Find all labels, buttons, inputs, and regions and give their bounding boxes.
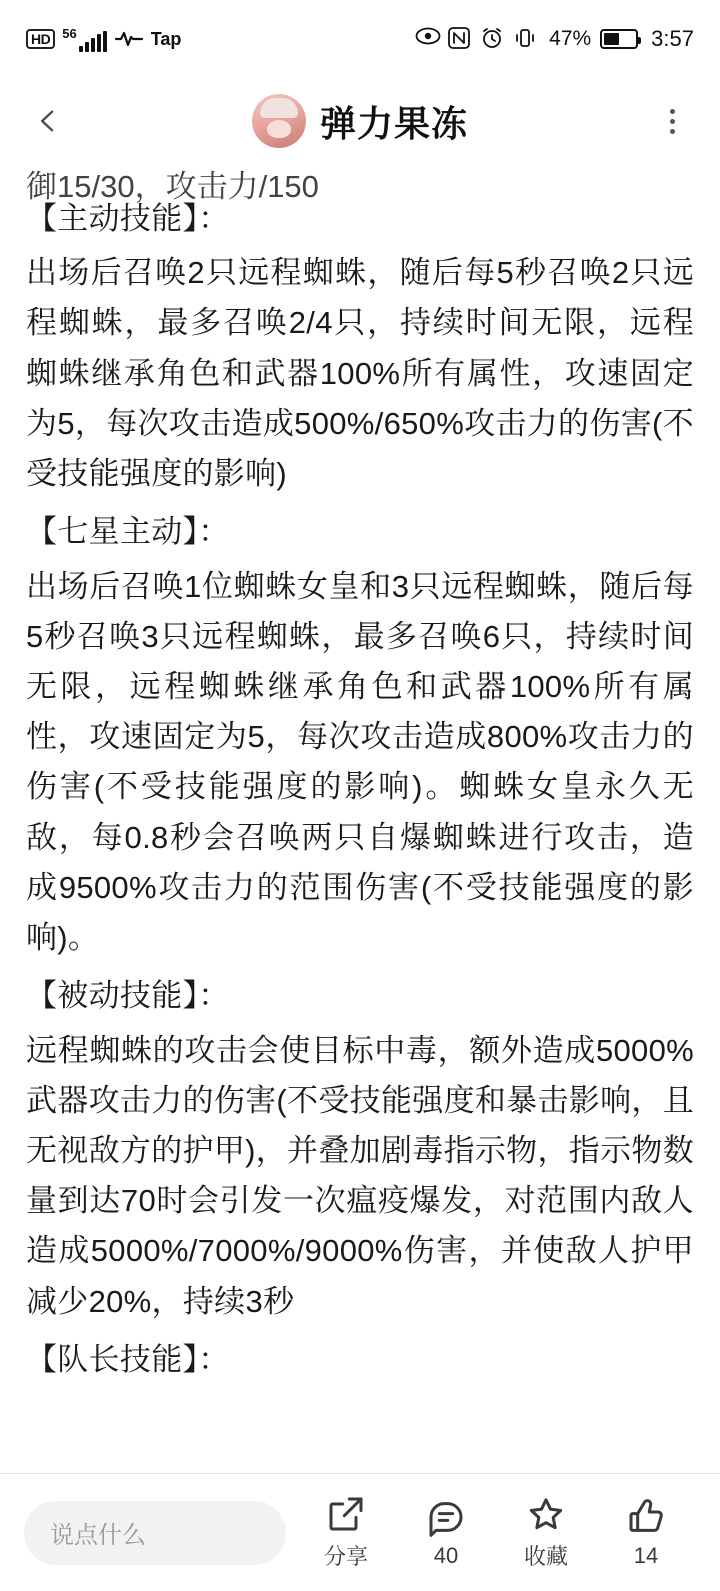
- status-bar-left: [26, 27, 181, 52]
- like-action[interactable]: [605, 1497, 687, 1569]
- more-options-button[interactable]: [648, 97, 696, 145]
- comment-icon: [426, 1497, 466, 1537]
- clipped-top-line: 御15/30，攻击力/150: [26, 169, 319, 204]
- battery-percent-label: 47%: [549, 27, 592, 50]
- favorite-label: 收藏: [523, 1544, 568, 1569]
- like-count-label: 14: [633, 1542, 659, 1568]
- signal-strength-icon: [62, 27, 106, 52]
- comment-action[interactable]: [405, 1497, 487, 1569]
- carrier-app-label: Tap: [150, 28, 182, 49]
- paragraph-passive-skill: 远程蜘蛛的攻击会使目标中毒，额外造成5000%武器攻击力的伤害(不受技能强度和暴击影响，且无视敌方的护甲)，并叠加剧毒指示物，指示物数量到达70时会引发一次瘟疫爆发，对范围内敌人造成5000%/7000%/9000%伤害，并使敌人护甲减少20%，持续3秒: [26, 1032, 694, 1319]
- more-vertical-icon: [670, 109, 675, 114]
- app-bar: [0, 78, 720, 164]
- action-buttons: [296, 1494, 696, 1571]
- thumbs-up-icon: [626, 1497, 666, 1537]
- back-chevron-icon: [34, 107, 62, 135]
- bottom-action-bar: [0, 1473, 720, 1591]
- paragraph-active-skill: 出场后召唤2只远程蜘蛛，随后每5秒召唤2只远程蜘蛛，最多召唤2/4只，持续时间无限，远程蜘蛛继承角色和武器100%所有属性，攻速固定为5，每次攻击造成500%/650%攻击力的伤害(不受技能强度的影响): [26, 255, 694, 492]
- page-title: 弹力果冻: [319, 102, 468, 144]
- title-area[interactable]: [72, 94, 648, 148]
- avatar: [252, 94, 306, 148]
- heartbeat-icon: [114, 28, 144, 50]
- article-content[interactable]: [0, 164, 720, 1473]
- battery-icon: [600, 29, 638, 49]
- share-action[interactable]: [305, 1494, 387, 1571]
- back-button[interactable]: [24, 97, 72, 145]
- network-type-label: 56: [62, 25, 77, 41]
- status-bar-right: [415, 26, 694, 52]
- comment-input[interactable]: 说点什么: [24, 1501, 286, 1565]
- heading-captain-skill: 【队长技能】：: [26, 1341, 230, 1377]
- clock-label: 3:57: [651, 26, 694, 51]
- vibrate-icon: [514, 27, 538, 51]
- heading-active-skill: 【主动技能】：: [26, 201, 230, 236]
- paragraph-seven-star-active: 出场后召唤1位蜘蛛女皇和3只远程蜘蛛，随后每5秒召唤3只远程蜘蛛，最多召唤6只，持续时间无限，远程蜘蛛继承角色和武器100%所有属性，攻速固定为5，每次攻击造成800%攻击力的伤害(不受技能强度的影响)。蜘蛛女皇永久无敌，每0.8秒会召唤两只自爆蜘蛛进行攻击，造成9500%攻击力的范围伤害(不受技能强度的影响)。: [26, 568, 694, 956]
- hd-badge: HD: [26, 29, 55, 49]
- eye-icon: [415, 27, 439, 51]
- heading-passive-skill: 【被动技能】：: [26, 978, 230, 1014]
- favorite-action[interactable]: [505, 1494, 587, 1571]
- alarm-icon: [481, 27, 505, 51]
- star-icon: [526, 1494, 566, 1534]
- status-bar: [0, 0, 720, 78]
- heading-seven-star-active: 【七星主动】：: [26, 514, 230, 550]
- nfc-icon: [448, 27, 472, 51]
- comment-count-label: 40: [433, 1542, 459, 1568]
- share-icon: [326, 1494, 366, 1534]
- share-label: 分享: [323, 1544, 368, 1569]
